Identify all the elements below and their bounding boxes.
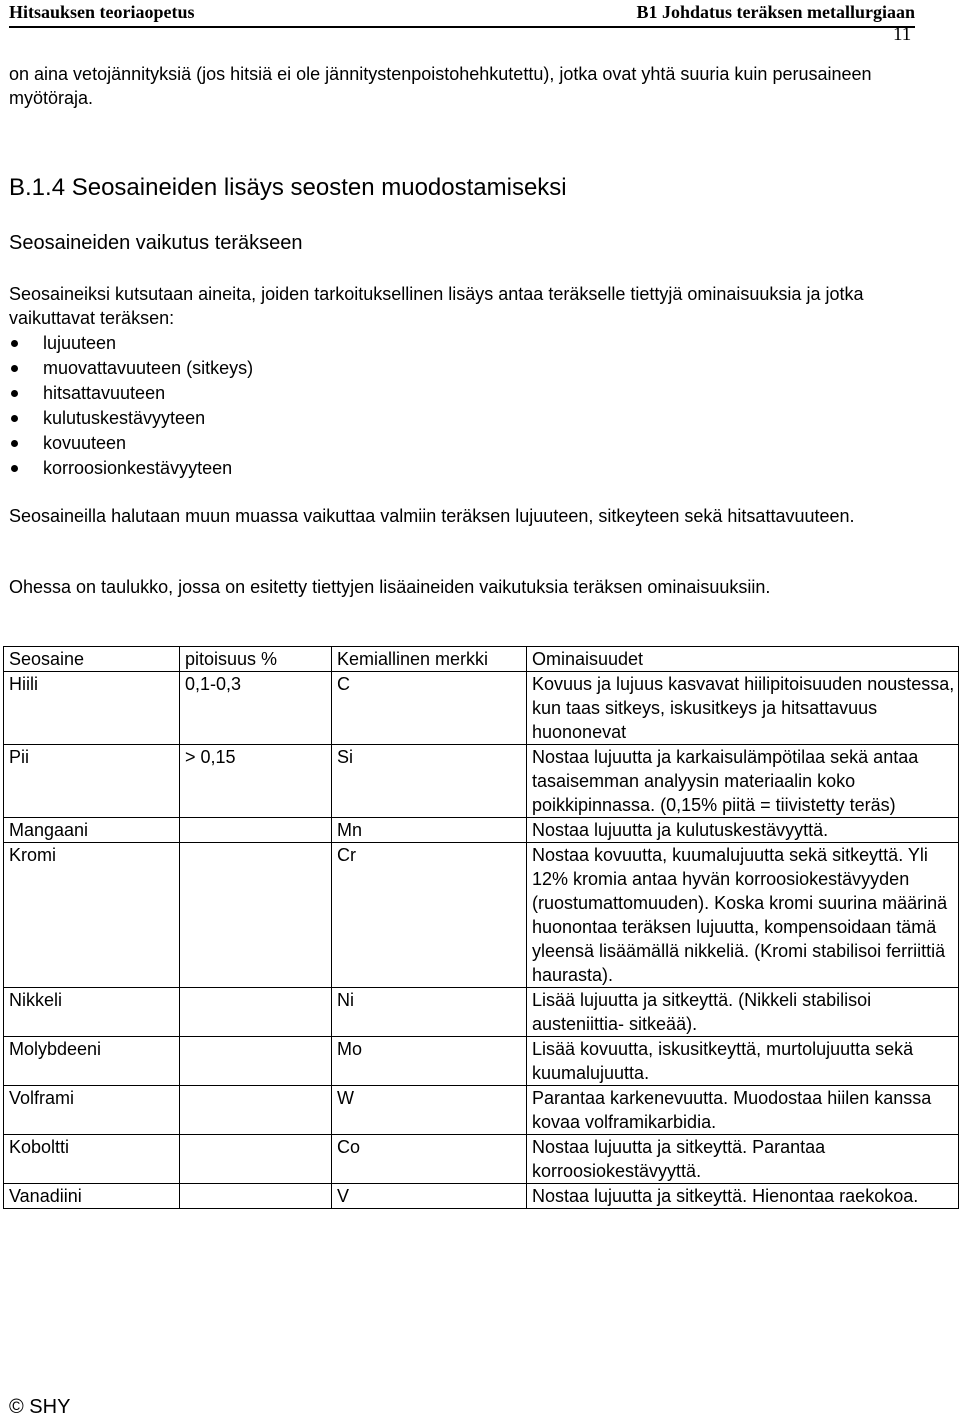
- element-content: [180, 988, 332, 1037]
- list-item: [9, 381, 253, 406]
- list-item-text: kovuuteen: [43, 433, 127, 453]
- section-heading: B.1.4 Seosaineiden lisäys seosten muodostamiseksi: [9, 174, 567, 201]
- list-item: [9, 456, 253, 481]
- header-course-title: Hitsauksen teoriaopetus: [9, 2, 195, 22]
- list-item-text: kulutuskestävyyteen: [43, 408, 206, 428]
- element-properties: Parantaa karkenevuutta. Muodostaa hiilen kanssa kovaa volframikarbidia.: [527, 1086, 959, 1135]
- element-content: [180, 1086, 332, 1135]
- table-row: [4, 672, 959, 745]
- header-element: Seosaine: [4, 647, 180, 672]
- list-item-text: korroosionkestävyyteen: [43, 458, 233, 478]
- subheading: Seosaineiden vaikutus teräkseen: [9, 232, 303, 254]
- element-content: [180, 1037, 332, 1086]
- element-content: [180, 1184, 332, 1209]
- element-properties: Nostaa kovuutta, kuumalujuutta sekä sitkeyttä. Yli 12% kromia antaa hyvän korroosiokestävyyden (ruostumattomuuden). Koska kromi suurina määrinä huonontaa teräksen lujuutta, kompensoidaan tämä yleensä lisäämällä nikkeliä. (Kromi stabilisoi ferriittiä haurasta).: [527, 843, 959, 988]
- element-content: [180, 843, 332, 988]
- intro-paragraph: on aina vetojännityksiä (jos hitsiä ei ole jännitystenpoistohehkutettu), jotka ovat yhtä suuria kuin perusaineen myötöraja.: [9, 64, 872, 108]
- bullet-icon: [11, 390, 18, 397]
- element-name: Molybdeeni: [4, 1037, 180, 1086]
- element-name: Nikkeli: [4, 988, 180, 1037]
- table-row: [4, 988, 959, 1037]
- copyright-footer: © SHY: [9, 1396, 71, 1418]
- bullet-icon: [11, 415, 18, 422]
- list-item-text: hitsattavuuteen: [43, 383, 166, 403]
- bullet-icon: [11, 365, 18, 372]
- element-symbol: V: [332, 1184, 527, 1209]
- list-item-text: lujuuteen: [43, 333, 117, 353]
- element-name: Mangaani: [4, 818, 180, 843]
- definition-paragraph: Seosaineiksi kutsutaan aineita, joiden tarkoituksellinen lisäys antaa teräkselle tiettyjä ominaisuuksia ja jotka vaikuttavat teräksen:: [9, 284, 864, 328]
- table-row: [4, 1135, 959, 1184]
- table-row: [4, 1086, 959, 1135]
- table-intro-paragraph: Ohessa on taulukko, jossa on esitetty tiettyjen lisäaineiden vaikutuksia teräksen ominaisuuksiin.: [9, 577, 771, 597]
- page-header: [9, 0, 915, 28]
- table-row: [4, 818, 959, 843]
- element-symbol: W: [332, 1086, 527, 1135]
- table-row: [4, 745, 959, 818]
- table-header-row: [4, 647, 959, 672]
- element-name: Koboltti: [4, 1135, 180, 1184]
- element-content: [180, 1135, 332, 1184]
- list-item: [9, 356, 253, 381]
- table-row: [4, 1037, 959, 1086]
- element-properties: Lisää kovuutta, iskusitkeyttä, murtolujuutta sekä kuumalujuutta.: [527, 1037, 959, 1086]
- list-item: [9, 431, 253, 456]
- list-item-text: muovattavuuteen (sitkeys): [43, 358, 254, 378]
- element-symbol: Ni: [332, 988, 527, 1037]
- element-properties: Nostaa lujuutta ja sitkeyttä. Parantaa korroosiokestävyyttä.: [527, 1135, 959, 1184]
- header-content: pitoisuus %: [180, 647, 332, 672]
- element-name: Volframi: [4, 1086, 180, 1135]
- bullet-icon: [11, 340, 18, 347]
- element-properties: Nostaa lujuutta ja sitkeyttä. Hienontaa raekokoa.: [527, 1184, 959, 1209]
- element-content: > 0,15: [180, 745, 332, 818]
- list-item: [9, 331, 253, 356]
- element-name: Pii: [4, 745, 180, 818]
- header-symbol: Kemiallinen merkki: [332, 647, 527, 672]
- bullet-icon: [11, 465, 18, 472]
- element-content: 0,1-0,3: [180, 672, 332, 745]
- table-row: [4, 843, 959, 988]
- list-item: [9, 406, 253, 431]
- element-name: Hiili: [4, 672, 180, 745]
- table-row: [4, 1184, 959, 1209]
- header-chapter-title: B1 Johdatus teräksen metallurgiaan: [636, 2, 915, 22]
- page-number: 11: [893, 24, 912, 45]
- element-symbol: Cr: [332, 843, 527, 988]
- element-properties: Nostaa lujuutta ja kulutuskestävyyttä.: [527, 818, 959, 843]
- purpose-paragraph: Seosaineilla halutaan muun muassa vaikuttaa valmiin teräksen lujuuteen, sitkeyteen sekä hitsattavuuteen.: [9, 506, 855, 526]
- element-name: Vanadiini: [4, 1184, 180, 1209]
- header-properties: Ominaisuudet: [527, 647, 959, 672]
- alloying-elements-table: [3, 646, 959, 1209]
- element-name: Kromi: [4, 843, 180, 988]
- bullet-icon: [11, 440, 18, 447]
- element-properties: Nostaa lujuutta ja karkaisulämpötilaa sekä antaa tasaisemman analyysin materiaalin koko poikkipinnassa. (0,15% piitä = tiivistetty teräs): [527, 745, 959, 818]
- element-properties: Kovuus ja lujuus kasvavat hiilipitoisuuden noustessa, kun taas sitkeys, iskusitkeys ja hitsattavuus huononevat: [527, 672, 959, 745]
- element-symbol: C: [332, 672, 527, 745]
- element-symbol: Si: [332, 745, 527, 818]
- element-content: [180, 818, 332, 843]
- element-properties: Lisää lujuutta ja sitkeyttä. (Nikkeli stabilisoi austeniittia- sitkeää).: [527, 988, 959, 1037]
- property-bullet-list: [9, 331, 253, 481]
- element-symbol: Mn: [332, 818, 527, 843]
- element-symbol: Co: [332, 1135, 527, 1184]
- element-symbol: Mo: [332, 1037, 527, 1086]
